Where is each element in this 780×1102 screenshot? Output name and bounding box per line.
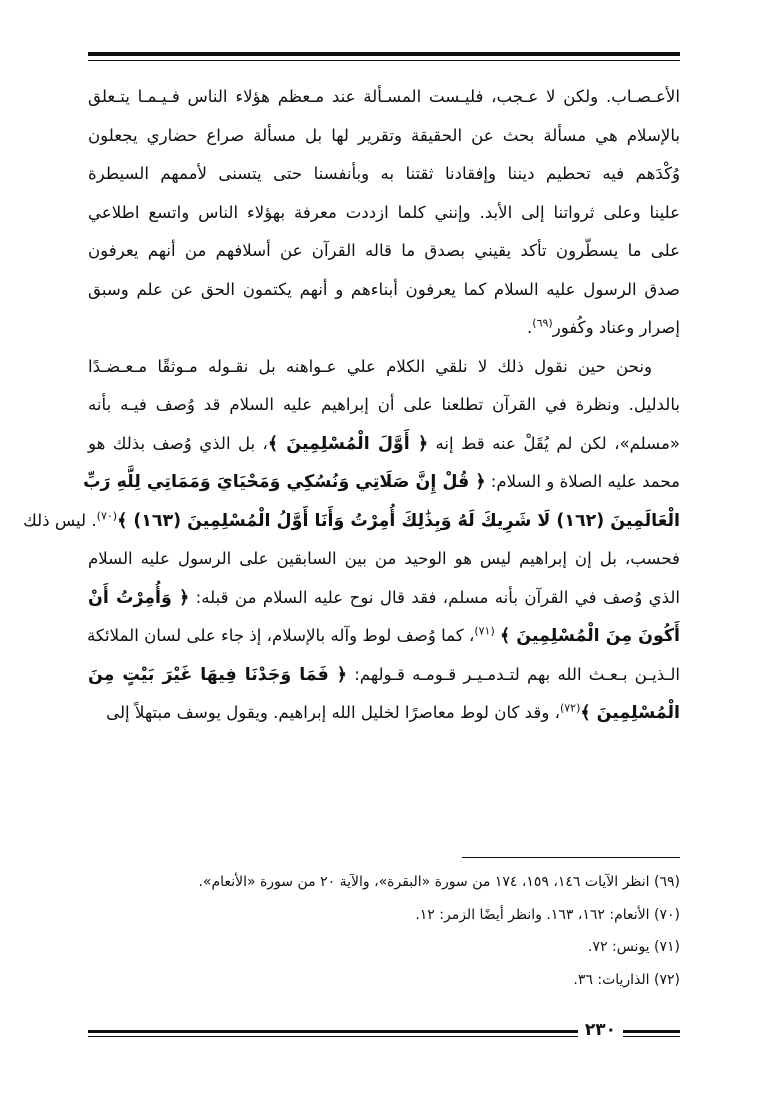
footnote-ref-71: (٧١)	[474, 624, 495, 638]
text-line: بالدليل. ونظرة في القرآن تطلعنا على أن إبراهيم عليه السلام قد وُصف فيـه بأنه	[88, 395, 680, 414]
text-line: الأعـصـاب. ولكن لا عـجب، فليـست المسـألة عند مـعظم هؤلاء الناس فـيـمـا يتـعلق	[88, 87, 680, 106]
text-line: الْعَالَمِينَ (١٦٢) لَا شَرِيكَ لَهُ وَبِذَٰلِكَ أُمِرْتُ وَأَنَا أَوَّلُ الْمُسْلِمِينَ (١٦٣) ﴾$^{(٧٠)}$. ليس ذلك	[23, 508, 680, 531]
main-text	[23, 78, 681, 733]
period: .	[527, 318, 533, 337]
text-line: ونحن حين نقول ذلك لا نلقي الكلام علي عـواهنه بل نقـوله مـوثقًا مـعـضـدًا	[88, 356, 652, 376]
footnotes	[88, 866, 680, 996]
footer-rule-thick	[88, 1030, 578, 1033]
footer-rule-thick	[623, 1030, 680, 1033]
footnote-ref-72: (٧٢)	[559, 701, 581, 715]
text-line	[83, 463, 680, 502]
text-segment: ، وقد كان لوط معاصرًا لخليل الله إبراهيم. ويقول يوسف مبتهلاً إلى	[106, 703, 560, 722]
quran-verse: الْمُسْلِمِينَ ﴾	[580, 703, 680, 723]
header-rule-thick	[88, 52, 680, 56]
text-line: صدق الرسول عليه السلام كما يعرفون أبناءهم و أنهم يكتمون الحق عن علم وسبق	[88, 279, 680, 299]
footnote-ref-70: (٧٠)	[96, 508, 118, 522]
footnote-71: (٧١) يونس: ٧٢.	[588, 939, 680, 955]
page-number: ٢٣٠	[584, 1020, 617, 1040]
quran-verse: ﴿ وَأُمِرْتُ أَنْ	[88, 587, 190, 608]
text-line	[88, 309, 680, 348]
quran-verse: ﴿ أَوَّلَ الْمُسْلِمِينَ ﴾	[267, 433, 429, 454]
text-line: بالإسلام هي مسألة بحث عن الحقيقة وتقرير لها بل مسألة صراع حضاري يجعلون	[88, 125, 680, 145]
quran-verse: الْعَالَمِينَ (١٦٢) لَا شَرِيكَ لَهُ وَبِذَٰلِكَ أُمِرْتُ وَأَنَا أَوَّلُ الْمُسْلِمِينَ (١٦٣) ﴾	[117, 510, 680, 531]
text-line: وُكْدَهم فيه تحطيم ديننا وإفقادنا ثقتنا به وبأنفسنا حتى يتسنى لأممهم السيطرة	[88, 164, 680, 183]
quran-verse: أَكُونَ مِنَ الْمُسْلِمِينَ ﴾	[500, 626, 680, 646]
text-line: فحسب، بل إن إبراهيم ليس هو الوحيد من بين السابقين على الرسول عليه السلام	[88, 549, 680, 568]
text-line	[88, 617, 680, 656]
text-segment: «مسلم»، لكن لم يُقَلْ عنه قط إنه	[435, 433, 680, 453]
footnote-ref-69: (٦٩)	[532, 316, 553, 330]
footnote-69: (٦٩) انظر الآيات ١٤٦، ١٥٩، ١٧٤ من سورة «البقرة»، والآية ٢٠ من سورة «الأنعام».	[198, 874, 680, 890]
text-segment: ليس ذلك	[23, 510, 87, 530]
text-line	[88, 694, 680, 733]
quran-verse: ﴿ قُلْ إِنَّ صَلَاتِي وَنُسُكِي وَمَحْيَايَ وَمَمَاتِي لِلَّهِ رَبِّ	[83, 472, 486, 492]
text-segment: ، كما وُصف لوط وآله بالإسلام، إذ جاء على لسان الملائكة	[87, 626, 475, 645]
text-segment: الـذيـن بـعـث الله بهم لتـدمـيـر قـومـه قـولهم:	[354, 664, 681, 684]
text-line: على ما يسطّرون تأكد يقيني بصدق ما قاله القرآن عن أسلافهم من أنهم يعرفون	[88, 241, 680, 260]
text-segment: ، بل الذي وُصف بذلك هو	[88, 433, 268, 453]
text-line	[88, 656, 680, 695]
text-line	[88, 425, 680, 464]
text-line: علينا وعلى ثرواتنا إلى الأبد. وإنني كلما ازددت معرفة بهؤلاء الناس واتسع اطلاعي	[88, 202, 680, 222]
footnote-70: (٧٠) الأنعام: ١٦٢، ١٦٣. وانظر أيضًا الزمر: ١٢.	[415, 906, 680, 923]
quran-verse: ﴿ فَمَا وَجَدْنَا فِيهَا غَيْرَ بَيْتٍ مِنَ	[88, 664, 347, 685]
footnote-72: (٧٢) الذاريات: ٣٦.	[573, 971, 680, 988]
footer-rule-thin	[623, 1036, 680, 1037]
footer-rule-thin	[88, 1036, 578, 1037]
footnote-separator	[462, 857, 680, 858]
header-rule-thin	[88, 60, 680, 61]
text-line	[88, 579, 680, 618]
text-segment: الذي وُصف في القرآن بأنه مسلم، فقد قال نوح عليه السلام من قبله:	[195, 587, 681, 607]
text-segment: إصرار وعناد وكُفور	[552, 318, 680, 337]
text-segment: محمد عليه الصلاة و السلام:	[490, 472, 680, 491]
